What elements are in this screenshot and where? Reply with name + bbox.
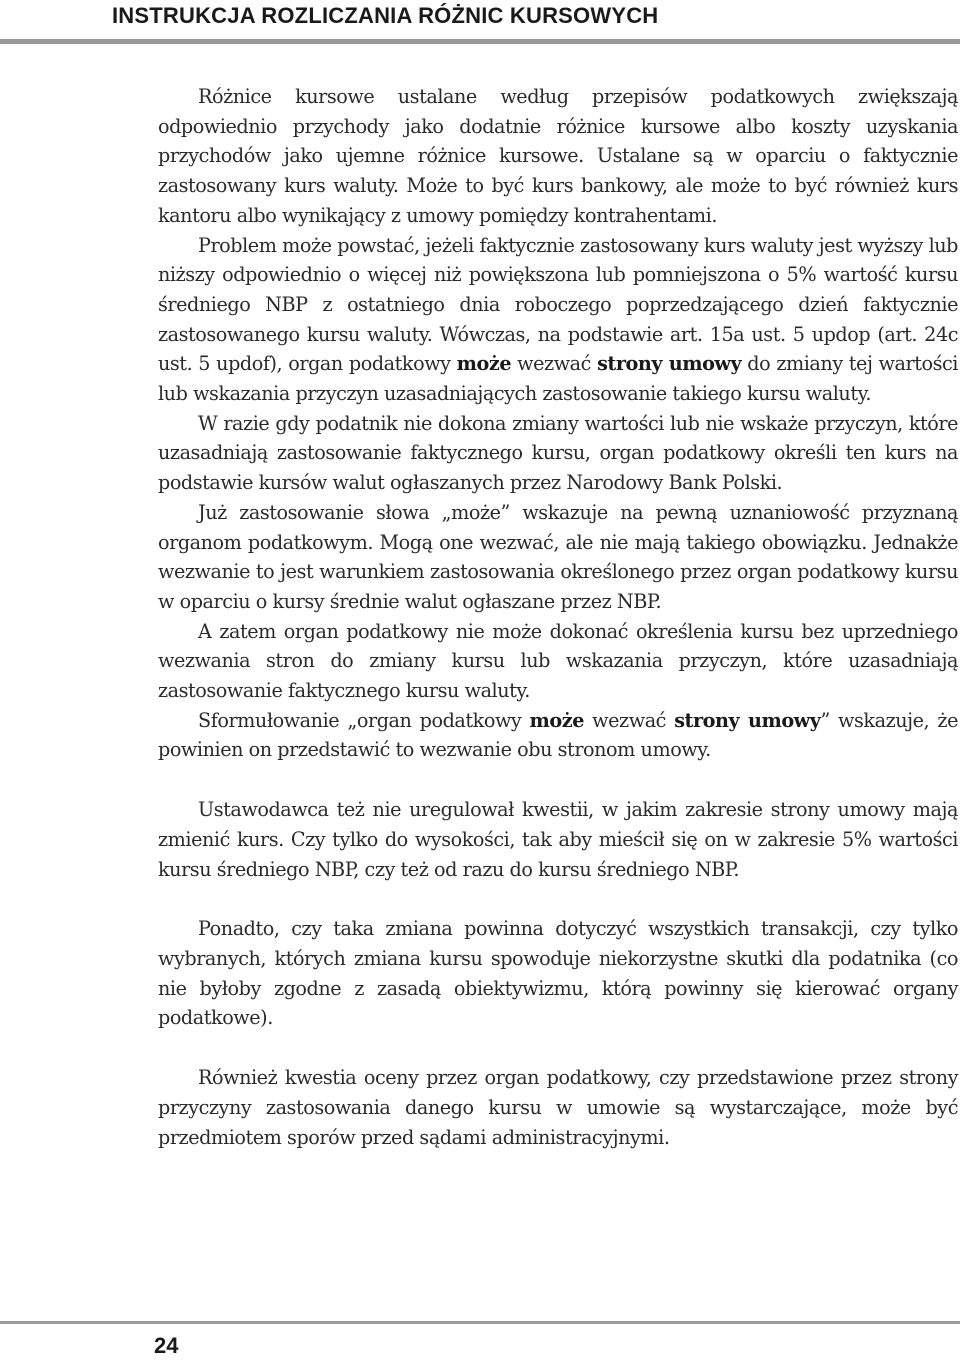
paragraph-6-bold-moze: może — [529, 708, 584, 732]
footer-divider — [0, 1321, 960, 1324]
paragraph-6-text-d: ” wskazuje, że powinien on przedstawić to wezwanie obu stronom umowy. — [158, 708, 958, 762]
paragraph-5: A zatem organ podatkowy nie może dokonać określenia kursu bez uprzedniego wezwania stron do zmiany kursu lub wskazania przyczyn, które uzasadniają zastosowanie faktycznego kursu waluty. — [158, 619, 958, 703]
paragraph-8: Ponadto, czy taka zmiana powinna dotyczyć wszystkich transakcji, czy tylko wybranych, których zmiana kursu spowoduje niekorzystne skutki dla podatnika (co nie byłoby zgodne z zasadą obiektywizmu, którą powinny się kierować organy podatkowe). — [158, 917, 958, 1030]
paragraph-6 — [158, 706, 958, 765]
body-text — [158, 82, 958, 1152]
paragraph-2-text-d: do zmiany tej wartości lub wskazania przyczyn uzasadniających zastosowanie takiego kursu waluty. — [158, 352, 958, 406]
page-header — [0, 0, 960, 42]
paragraph-1: Różnice kursowe ustalane według przepisów podatkowych zwiększają odpowiednio przychody jako dodatnie różnice kursowe albo koszty uzyskania przychodów jako ujemne różnice kursowe. Ustalane są w oparciu o faktycznie zastosowany kurs waluty. Może to być kurs bankowy, ale może to być również kurs kantoru albo wynikający z umowy pomiędzy kontrahentami. — [158, 85, 958, 227]
paragraph-2-text-a: Problem może powstać, jeżeli faktycznie zastosowany kurs waluty jest wyższy lub niższy odpowiednio o więcej niż powiększona lub pomniejszona o 5% wartość kursu średniego NBP z ostatniego dnia roboczego poprzedzającego dzień faktycznie zastosowanego kursu waluty. Wówczas, na podstawie art. 15a ust. 5 updop (art. 24c ust. 5 updof), organ podatkowy — [158, 233, 958, 376]
paragraph-2 — [158, 231, 958, 409]
header-divider — [0, 39, 960, 44]
paragraph-6-text-c: wezwać — [583, 708, 675, 732]
paragraph-4: Już zastosowanie słowa „może” wskazuje na pewną uznaniowość przyznaną organom podatkowym. Mogą one wezwać, ale nie mają takiego obowiązku. Jednakże wezwanie to jest warunkiem zastosowania określonego przez organ podatkowy kursu w oparciu o kursy średnie walut ogłaszane przez NBP. — [158, 500, 958, 613]
page-title: INSTRUKCJA ROZLICZANIA RÓŻNIC KURSOWYCH — [112, 3, 659, 28]
paragraph-2-bold-strony-umowy: strony umowy — [597, 352, 742, 376]
page-number: 24 — [154, 1333, 179, 1358]
paragraph-6-bold-strony-umowy: strony umowy — [674, 708, 821, 732]
paragraph-2-bold-moze: może — [456, 352, 512, 376]
paragraph-9: Również kwestia oceny przez organ podatkowy, czy przedstawione przez strony przyczyny zastosowania danego kursu w umowie są wystarczające, może być przedmiotem sporów przed sądami administracyjnymi. — [158, 1066, 958, 1149]
paragraph-7: Ustawodawca też nie uregulował kwestii, w jakim zakresie strony umowy mają zmienić kurs. Czy tylko do wysokości, tak aby mieścił się on w zakresie 5% wartości kursu średniego NBP, czy też od razu do kursu średniego NBP. — [158, 798, 958, 881]
paragraph-6-text-a: Sformułowanie „organ podatkowy — [198, 708, 530, 732]
paragraph-3: W razie gdy podatnik nie dokona zmiany wartości lub nie wskaże przyczyn, które uzasadniają zastosowanie faktycznego kursu, organ podatkowy określi ten kurs na podstawie kursów walut ogłaszanych przez Narodowy Bank Polski. — [158, 411, 958, 495]
paragraph-2-text-c: wezwać — [511, 352, 598, 376]
